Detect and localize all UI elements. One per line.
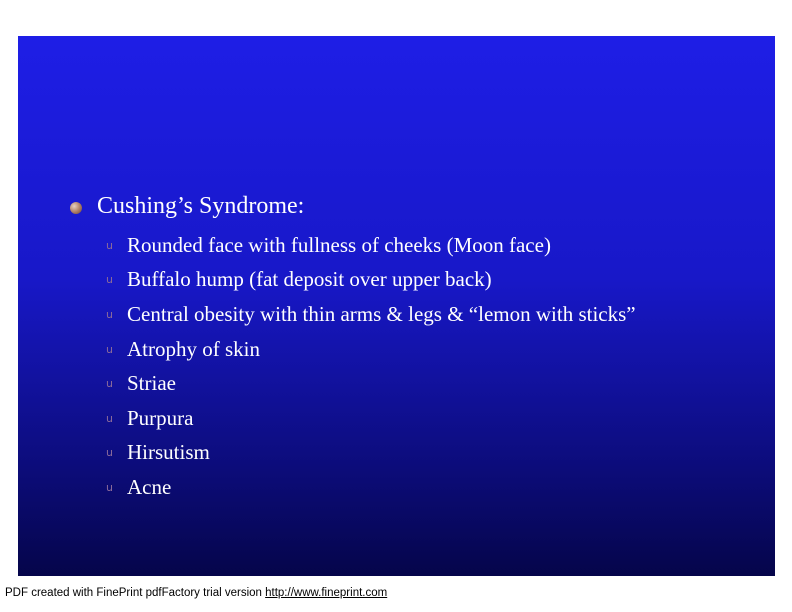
list-item [106, 263, 636, 298]
list-item-text: Atrophy of skin [127, 336, 260, 361]
list-item [106, 332, 636, 367]
fineprint-link[interactable]: http://www.fineprint.com [265, 587, 388, 599]
list-item-text: Hirsutism [127, 440, 210, 465]
list-item-text: Rounded face with fullness of cheeks (Moon face) [127, 232, 551, 257]
bullet-list [106, 228, 636, 505]
slide-title: Cushing’s Syndrome: [97, 193, 305, 219]
list-item [106, 470, 636, 505]
list-item-text: Purpura [127, 405, 194, 430]
list-item [106, 297, 636, 332]
list-item-text: Acne [127, 474, 172, 499]
bullet-marker: u [106, 377, 113, 391]
list-item [106, 366, 636, 401]
bullet-marker: u [106, 307, 113, 321]
list-item [106, 228, 636, 263]
bullet-marker: u [106, 480, 113, 494]
bullet-marker: u [106, 273, 113, 287]
list-item [106, 401, 636, 436]
sphere-bullet-icon [70, 202, 82, 214]
list-item-text: Central obesity with thin arms & legs & “lemon with sticks” [127, 301, 636, 326]
slide [18, 36, 775, 576]
title-row [70, 193, 304, 220]
bullet-marker: u [106, 342, 113, 356]
bullet-marker: u [106, 411, 113, 425]
list-item-text: Buffalo hump (fat deposit over upper back) [127, 267, 492, 292]
pdf-footer [5, 587, 387, 599]
bullet-marker: u [106, 238, 113, 252]
list-item [106, 436, 636, 471]
list-item-text: Striae [127, 371, 176, 396]
footer-text: PDF created with FinePrint pdfFactory trial version [5, 587, 266, 599]
bullet-marker: u [106, 446, 113, 460]
